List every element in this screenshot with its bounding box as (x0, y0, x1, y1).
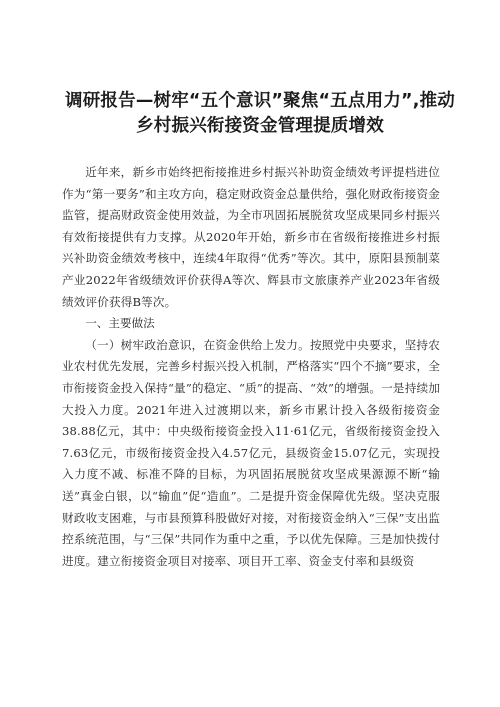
document-title-line-2: 乡村振兴衔接资金管理提质增效 (136, 116, 384, 136)
section-heading-main-practices: 一、主要做法 (85, 316, 155, 331)
document-title-line-1: 调研报告—树牢“五个意识”聚焦“五点用力”,推动 (65, 91, 455, 111)
document-body (62, 162, 440, 572)
section-paragraph-political-awareness: （一）树牢政治意识，在资金供给上发力。按照党中央要求，坚持农业农村优先发展，完善乡村振兴投入机制，严格落实“四个不摘”要求，全市衔接资金投入保持“量”的稳定、“质”的提高、“效”的增强。一是持续加大投入力度。2021年进入过渡期以来，新乡市累计投入各级衔接资金38.88亿元，其中：中央级衔接资金投入11·61亿元，省级衔接资金投入7.63亿元，市级衔接资金投入4.57亿元，县级资金15.07亿元，实现投入力度不减、标准不降的目标，为巩固拓展脱贫攻坚成果源源不断“输送”真金白银，以“输血”促“造血”。二是提升资金保障优先级。坚决克服财政收支困难，与市县预算科股做好对接，对衔接资金纳入“三保”支出监控系统范围，与“三保”共同作为重中之重，予以优先保障。三是加快拨付进度。建立衔接资金项目对接率、项目开工率、资金支付率和县级资 (62, 337, 440, 568)
document-title (60, 89, 460, 139)
intro-paragraph: 近年来，新乡市始终把衔接推进乡村振兴补助资金绩效考评提档进位作为“第一要务”和主攻方向，稳定财政资金总量供给，强化财政衔接资金监管，提高财政资金使用效益，为全市巩固拓展脱贫攻坚成果同乡村振兴有效衔接提供有力支撑。从2020年开始，新乡市在省级衔接推进乡村振兴补助资金绩效考核中，连续4年取得“优秀”等次。其中，原阳县预制菜产业2022年省级绩效评价获得A等次、辉县市文旅康养产业2023年省级绩效评价获得B等次。 (62, 165, 440, 309)
